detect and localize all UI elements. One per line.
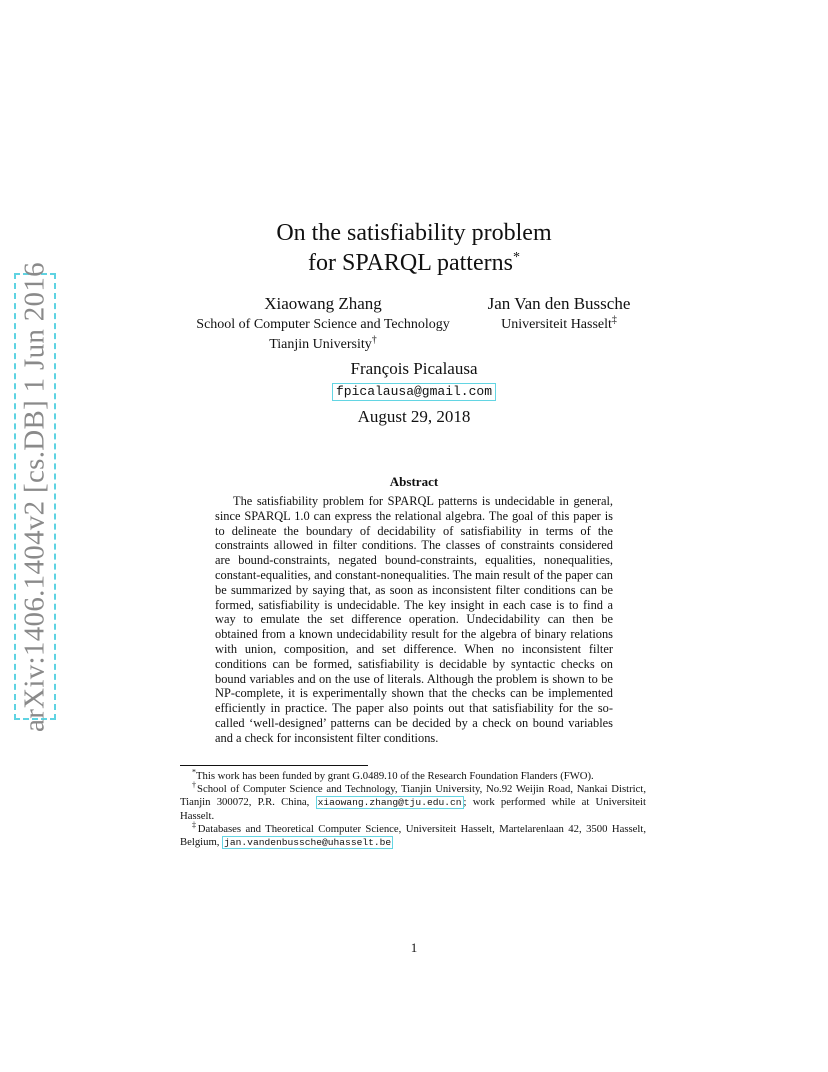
affiliation-text: Tianjin University [269,337,372,352]
author-name: Jan Van den Bussche [487,294,631,313]
footnote-email-link[interactable]: xiaowang.zhang@tju.edu.cn [317,797,462,809]
author-email-link[interactable]: fpicalausa@gmail.com [332,383,496,401]
arxiv-identifier-stamp[interactable] [14,261,56,732]
paper-title-line-2 [0,248,828,278]
paper-title-line-2-text: for SPARQL patterns [308,250,513,276]
footnote-email-link[interactable]: jan.vandenbussche@uhasselt.be [224,837,392,849]
author-affiliation: School of Computer Science and Technology [196,317,450,332]
author-affiliation [474,315,644,335]
footnote-text-tail: ; work performed while at Universiteit Hasselt. [180,796,646,822]
footnote-mark: ‡ [192,820,198,830]
paper-title-line-1: On the satisfiability problem [276,220,552,246]
author-block-picalausa [300,358,528,401]
affiliation-footnote-mark[interactable]: ‡ [611,314,617,326]
footnotes [180,767,647,849]
footnote-bussche-affiliation [180,820,647,849]
arxiv-identifier-text: arXiv:1406.1404v2 [cs.DB] 1 Jun 2016 [18,261,51,732]
footnote-divider [180,765,368,766]
footnote-mark: † [192,780,198,790]
author-block-van-den-bussche [474,293,644,335]
footnote-text: Databases and Theoretical Computer Science, Universiteit Hasselt, Martelarenlaan 42, 3500 Hasselt, Belgium, [180,822,647,849]
abstract-heading: Abstract [389,474,439,489]
paper-date: August 29, 2018 [357,407,471,426]
author-block-zhang [190,293,456,355]
footnote-funding [180,767,646,783]
page-number: 1 [410,940,418,955]
footnote-text: School of Computer Science and Technology, Tianjin University, No.92 Weijin Road, Nankai District, Tianjin 300072, P.R. China, [180,783,646,809]
author-name: Xiaowang Zhang [264,294,382,313]
author-email-row [300,382,528,401]
affiliation-footnote-mark[interactable]: † [371,334,377,346]
abstract-body: The satisfiability problem for SPARQL patterns is undecidable in general, since SPARQL 1.0 can express the relational algebra. The goal of this paper is to delineate the boundary of decidability of satisfiability in terms of the constraints allowed in filter conditions. The classes of constraints considered are bound-constraints, negated bound-constraints, equalities, nonequalities, constant-equalities, and constant-nonequalities. The main result of the paper can be summarized by saying that, as soon as inconsistent filter conditions can be formed, satisfiability is undecidable. The key insight in each case is to find a way to emulate the set difference operation. Undecidability can then be obtained from a known undecidability result for the algebra of binary relations with union, composition, and set difference. When no inconsistent filter conditions can be formed, satisfiability is decidable by syntactic checks on bound variables and on the use of literals. Although the problem is shown to be NP-complete, it is experimentally shown that the checks can be implemented efficiently in practice. The paper also points out that satisfiability for the so-called ‘well-designed’ patterns can be decided by a check on bound variables and a check for inconsistent filter conditions. [215,494,613,745]
footnote-zhang-affiliation [180,780,646,823]
footnote-mark: * [192,767,196,777]
footnote-text: This work has been funded by grant G.0489.10 of the Research Foundation Flanders (FWO). [196,770,594,782]
author-affiliation-2 [190,335,456,355]
title-footnote-mark[interactable]: * [512,250,520,265]
affiliation-text: Universiteit Hasselt [501,317,612,332]
author-name: François Picalausa [350,359,478,378]
